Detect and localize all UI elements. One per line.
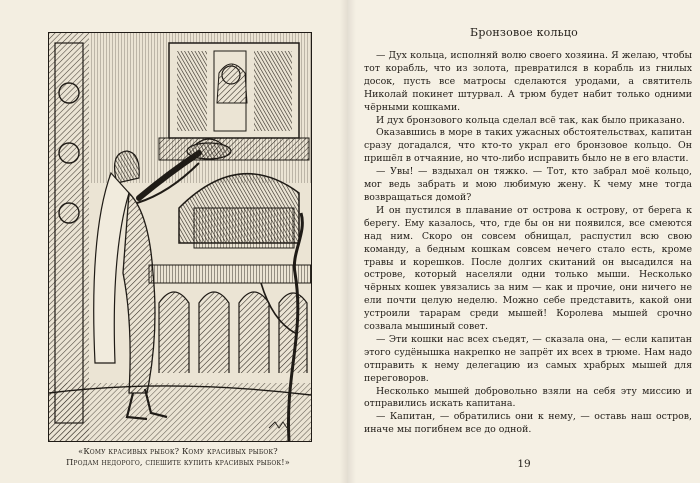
engraving-illustration xyxy=(48,32,312,442)
paragraph: И дух бронзового кольца сделал всё так, как было приказано. xyxy=(376,114,685,126)
book-gutter xyxy=(340,0,356,483)
page-number: 19 xyxy=(517,458,531,470)
caption-line-1: «Кому красивых рыбок? Кому красивых рыбок? xyxy=(78,446,278,456)
paragraph: — Капитан, — обратились они к нему, — оставь наш остров, иначе мы погибнем все до одной. xyxy=(364,411,692,436)
paragraph: — Увы! — вздыхал он тяжко. — Тот, кто забрал моё кольцо, мог ведь забрать и мою любимую жену. К чему мне тогда возвращаться домой? xyxy=(364,166,692,203)
paragraph: Оказавшись в море в таких ужасных обстоятельствах, капитан сразу догадался, что кто-то украл его бронзовое кольцо. Он пришёл в отчаяние, но что-либо исправить было не в его власти. xyxy=(364,127,692,165)
caption-line-2: Продам недорого, спешите купить красивых рыбок!» xyxy=(66,457,290,467)
right-page xyxy=(348,0,700,483)
paragraph: — Дух кольца, исполняй волю своего хозяина. Я желаю, чтобы тот корабль, что из золота, превратился в корабль из гнилых досок, пусть все матросы сделаются уродами, а святитель Николай покинет штурвал. А трюм будет набит только одними чёрными кошками. xyxy=(364,50,692,113)
illustration-caption xyxy=(20,446,336,468)
engraving-drawing xyxy=(49,33,311,441)
paragraph: Несколько мышей добровольно взяли на себя эту миссию и отправились искать капитана. xyxy=(364,385,692,410)
running-head: Бронзовое кольцо xyxy=(470,26,578,39)
paragraph: И он пустился в плавание от острова к острову, от берега к берегу. Ему казалось, что, где бы он ни появился, все смеются над ним. Скоро он совсем обнищал, распустил всю свою команду, а бедным кошкам совсем нечего стало есть, кроме травы и корешков. После долгих скитаний он высадился на острове, который населяли одни только мыши. Несколько чёрных кошек увязались за ним — как и прочие, они ничего не ели почти целую неделю. Можно себе представить, какой они устроили тарарам среди мышей! Королева мышей срочно созвала мышиный совет. xyxy=(364,204,692,333)
paragraph: — Эти кошки нас всех съедят, — сказала она, — если капитан этого судёнышка накрепко не запрёт их всех в трюме. Нам надо отправить к нему делегацию из самых храбрых мышей для переговоров. xyxy=(364,333,692,384)
body-text xyxy=(364,50,692,437)
left-page xyxy=(0,0,348,483)
